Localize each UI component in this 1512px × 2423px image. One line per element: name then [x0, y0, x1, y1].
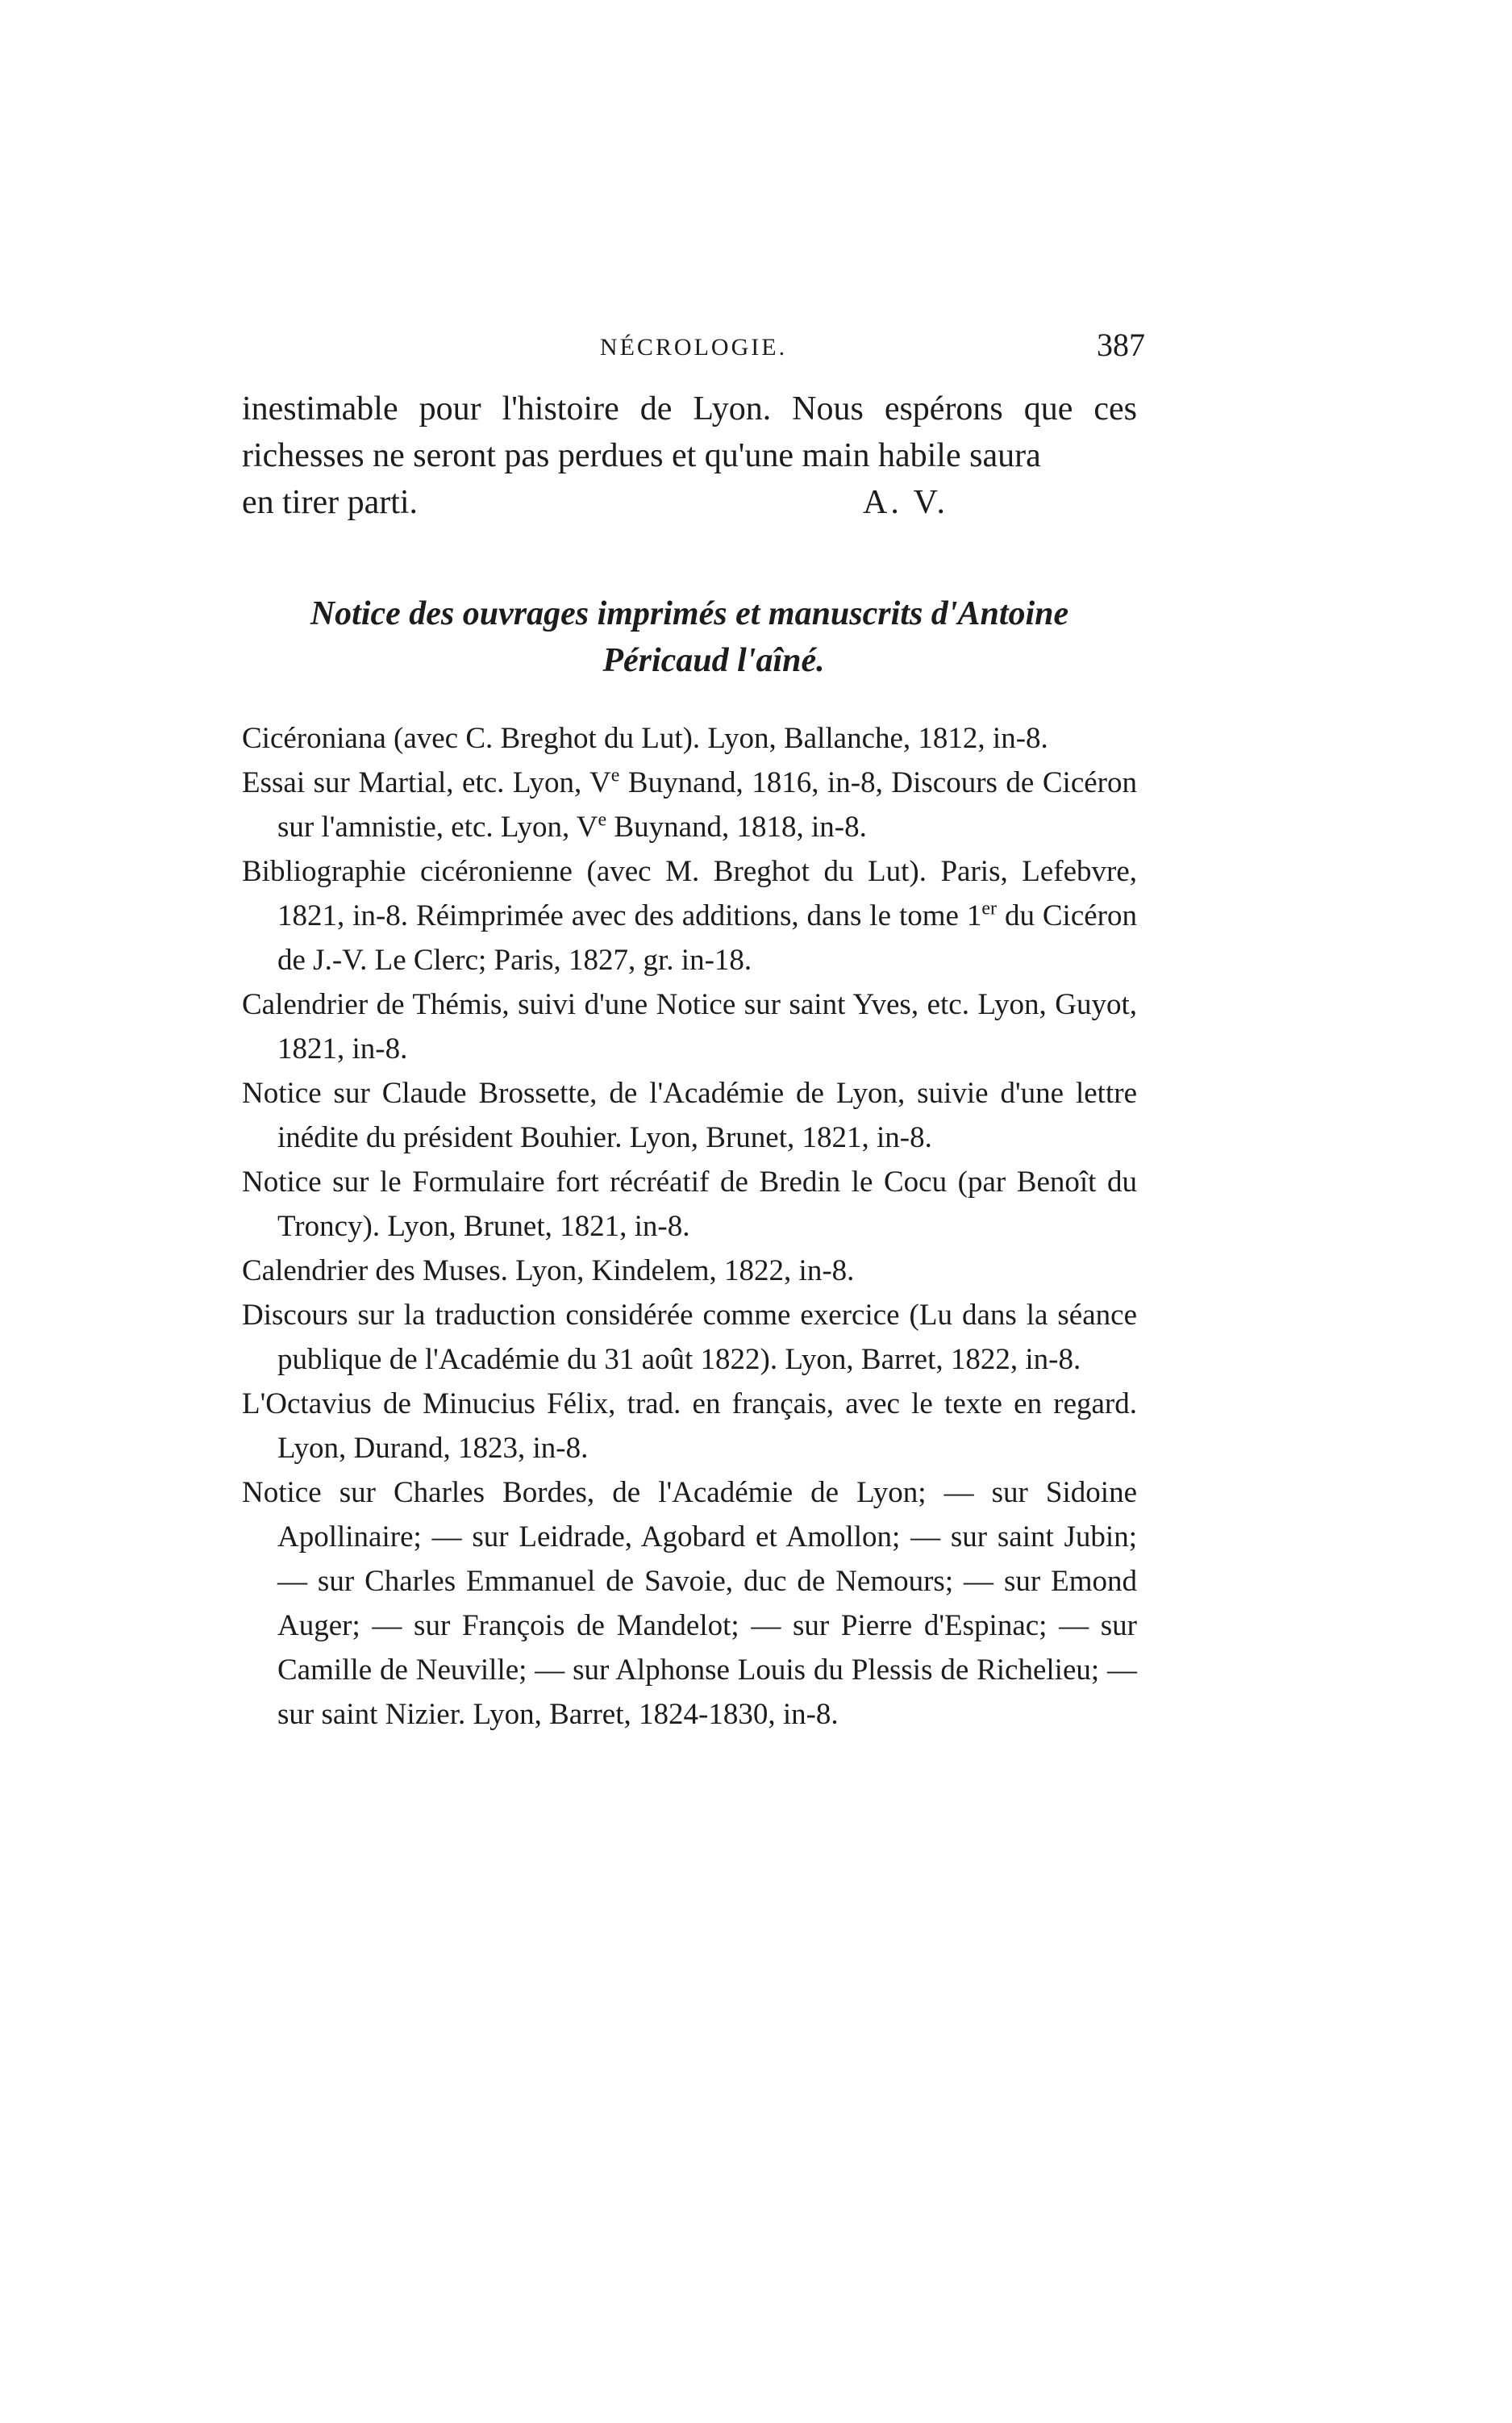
intro-closing-line	[242, 479, 1137, 526]
bibliography-entry: Cicéroniana (avec C. Breghot du Lut). Lyon, Ballanche, 1812, in-8.	[242, 722, 1048, 755]
notice-title-line-1: Notice des ouvrages imprimés et manuscrits d'Antoine	[310, 595, 1069, 632]
superscript: e	[610, 765, 620, 786]
entry-text: Bibliographie cicéronienne (avec M. Breghot du Lut). Paris, Lefebvre, 1821, in-8. Réimprimée avec des additions, dans le tome 1	[242, 855, 1137, 932]
superscript: er	[981, 898, 998, 920]
intro-last-line: en tirer parti.	[242, 484, 419, 521]
entry-text: Buynand, 1816, in-8, Discours de Cicéron sur l'amnistie, etc. Lyon, V	[277, 766, 1137, 844]
bibliography-entry: Notice sur le Formulaire fort récréatif de Bredin le Cocu (par Benoît du Troncy). Lyon, Brunet, 1821, in-8.	[242, 1166, 1137, 1243]
bibliography-entry: Discours sur la traduction considérée comme exercice (Lu dans la séance publique de l'Académie du 31 août 1822). Lyon, Barret, 1822, in-8.	[242, 1299, 1137, 1376]
bibliography-list	[242, 716, 1137, 1737]
notice-title-line-2: Péricaud l'aîné.	[602, 642, 825, 679]
author-signature: A. V.	[863, 484, 948, 521]
bibliography-entry: Calendrier des Muses. Lyon, Kindelem, 1822, in-8.	[242, 1254, 855, 1287]
running-head	[242, 323, 1145, 371]
bibliography-entry: Calendrier de Thémis, suivi d'une Notice sur saint Yves, etc. Lyon, Guyot, 1821, in-8.	[242, 988, 1137, 1066]
entry-text: du Cicéron de J.-V. Le Clerc; Paris, 1827, gr. in-18.	[277, 899, 1137, 977]
notice-title	[242, 590, 1137, 684]
intro-paragraph: inestimable pour l'histoire de Lyon. Nous espérons que ces richesses ne seront pas perdues et qu'une main habile saura	[242, 390, 1137, 474]
running-title: NÉCROLOGIE.	[599, 334, 788, 361]
page-number: 387	[1097, 327, 1145, 363]
bibliography-entry: Notice sur Charles Bordes, de l'Académie de Lyon; — sur Sidoine Apollinaire; — sur Leidrade, Agobard et Amollon; — sur saint Jubin; — sur Charles Emmanuel de Savoie, duc de Nemours; — sur Emond Auger; — sur François de Mandelot; — sur Pierre d'Espinac; — sur Camille de Neuville; — sur Alphonse Louis du Plessis de Richelieu; — sur saint Nizier. Lyon, Barret, 1824-1830, in-8.	[242, 1476, 1137, 1731]
bibliography-entry: Notice sur Claude Brossette, de l'Académie de Lyon, suivie d'une lettre inédite du président Bouhier. Lyon, Brunet, 1821, in-8.	[242, 1077, 1137, 1154]
bibliography-entry: L'Octavius de Minucius Félix, trad. en français, avec le texte en regard. Lyon, Durand, 1823, in-8.	[242, 1387, 1137, 1465]
superscript: e	[598, 809, 607, 831]
page-body	[242, 386, 1137, 1737]
entry-text: Essai sur Martial, etc. Lyon, V	[242, 766, 611, 799]
bibliography-entry	[242, 761, 1137, 849]
entry-text: Buynand, 1818, in-8.	[606, 811, 867, 844]
bibliography-entry	[242, 849, 1137, 982]
